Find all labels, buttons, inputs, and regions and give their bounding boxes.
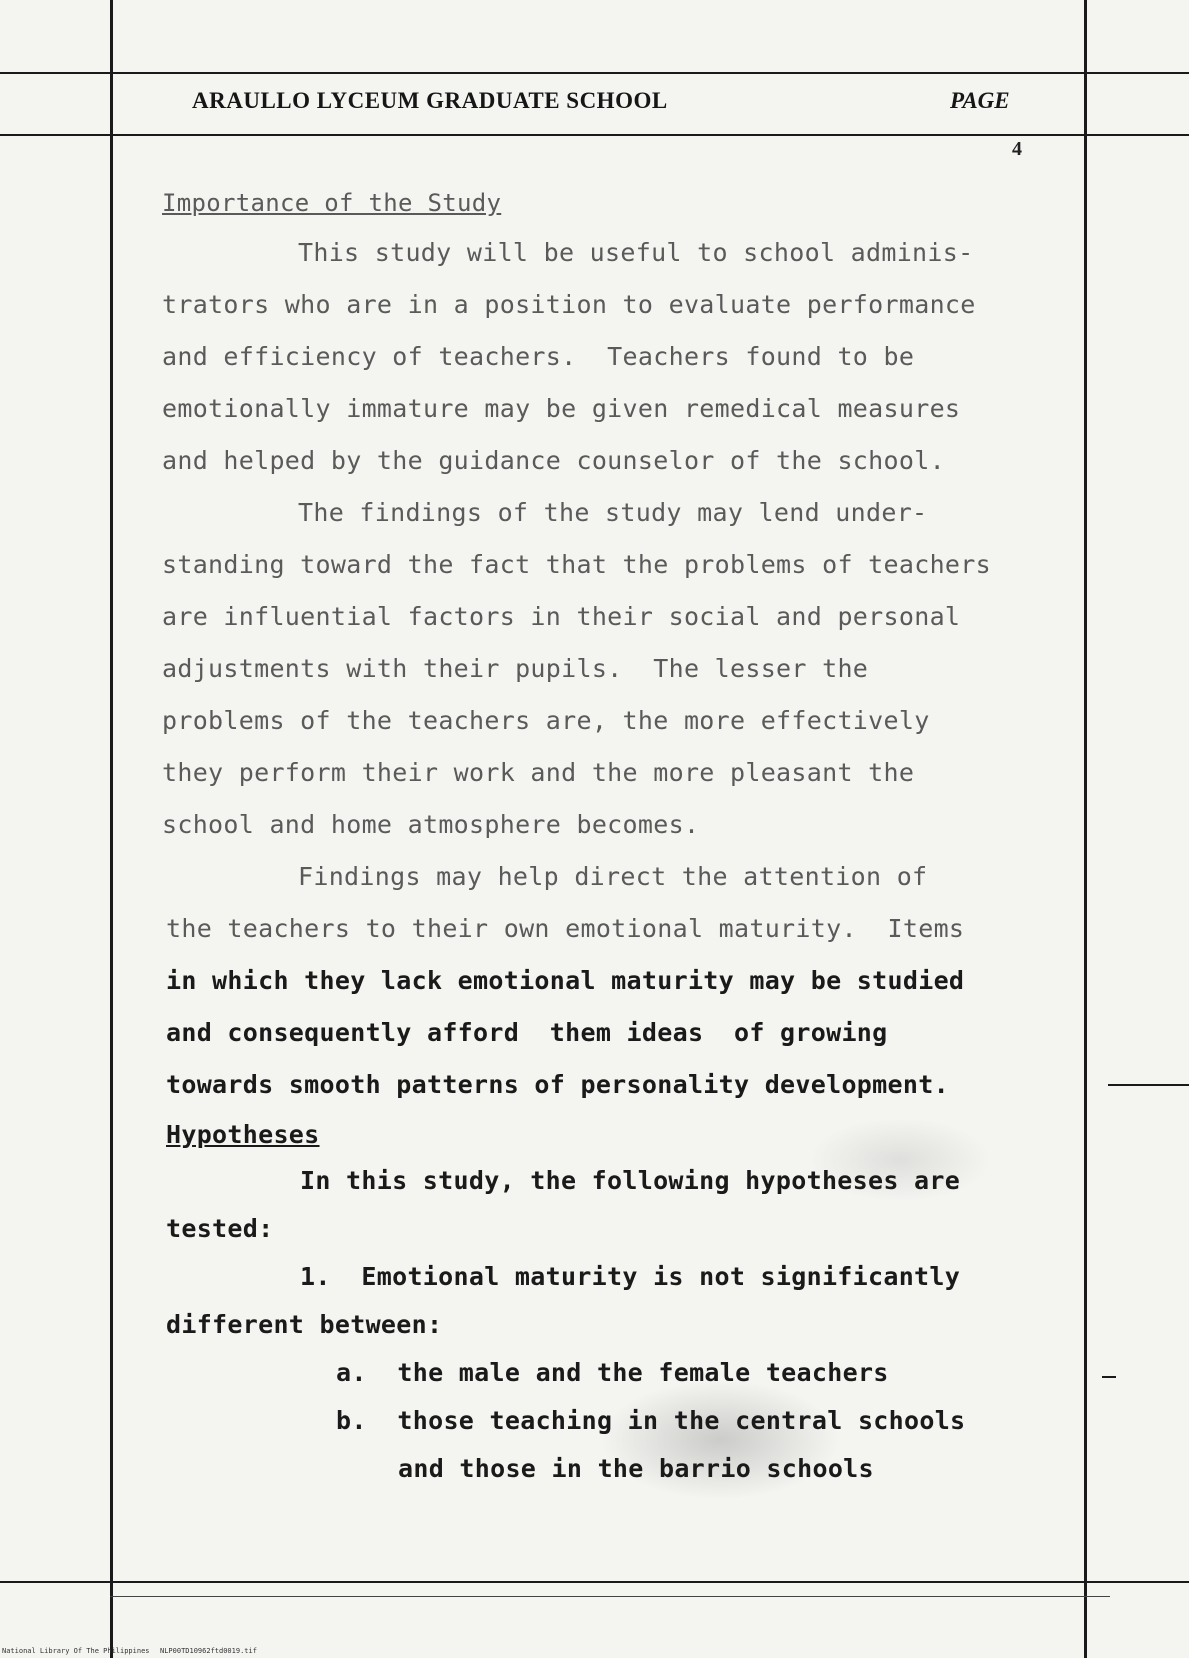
body-line: are influential factors in their social and personal xyxy=(162,602,961,631)
body-line: The findings of the study may lend under- xyxy=(298,498,928,527)
body-line: and efficiency of teachers. Teachers found to be xyxy=(162,342,915,371)
footer-rule-secondary xyxy=(110,1596,1110,1597)
library-credit: National Library Of The Philippines xyxy=(2,1647,150,1655)
hypothesis-subitem: b. those teaching in the central schools xyxy=(336,1406,966,1435)
body-line: and consequently afford them ideas of growing xyxy=(166,1018,888,1047)
right-edge-tick xyxy=(1102,1376,1116,1378)
scan-filename: NLP00TD10962ftd0019.tif xyxy=(160,1647,257,1655)
right-edge-mark xyxy=(1108,1084,1189,1086)
header-bottom-rule xyxy=(0,134,1189,136)
right-margin-rule xyxy=(1084,0,1087,1658)
body-line: emotionally immature may be given remedical measures xyxy=(162,394,961,423)
body-line: In this study, the following hypotheses are xyxy=(300,1166,961,1195)
body-line: and helped by the guidance counselor of the school. xyxy=(162,446,945,475)
body-line: towards smooth patterns of personality development. xyxy=(166,1070,949,1099)
section-heading-importance: Importance of the Study xyxy=(162,189,502,217)
hypothesis-subitem: a. the male and the female teachers xyxy=(336,1358,889,1387)
body-line: different between: xyxy=(166,1310,443,1339)
body-line: school and home atmosphere becomes. xyxy=(162,810,700,839)
body-line: in which they lack emotional maturity may be studied xyxy=(166,966,965,995)
body-line: This study will be useful to school adminis- xyxy=(298,238,974,267)
body-line: trators who are in a position to evaluate performance xyxy=(162,290,976,319)
body-line: tested: xyxy=(166,1214,274,1243)
page-label: PAGE xyxy=(950,88,1010,113)
body-line: problems of the teachers are, the more effectively xyxy=(162,706,930,735)
left-margin-rule xyxy=(110,0,113,1658)
hypothesis-item: 1. Emotional maturity is not significantly xyxy=(300,1262,961,1291)
section-heading-hypotheses: Hypotheses xyxy=(166,1120,320,1149)
body-line: they perform their work and the more pleasant the xyxy=(162,758,915,787)
body-line: standing toward the fact that the problems of teachers xyxy=(162,550,991,579)
page-number: 4 xyxy=(1012,138,1022,160)
school-header-title: ARAULLO LYCEUM GRADUATE SCHOOL xyxy=(192,88,668,113)
body-line: the teachers to their own emotional maturity. Items xyxy=(166,914,965,943)
footer-rule xyxy=(0,1581,1189,1583)
body-line: Findings may help direct the attention of xyxy=(298,862,928,891)
body-line: adjustments with their pupils. The lesser the xyxy=(162,654,869,683)
header-top-rule xyxy=(0,72,1189,74)
hypothesis-subitem-continuation: and those in the barrio schools xyxy=(398,1454,874,1483)
